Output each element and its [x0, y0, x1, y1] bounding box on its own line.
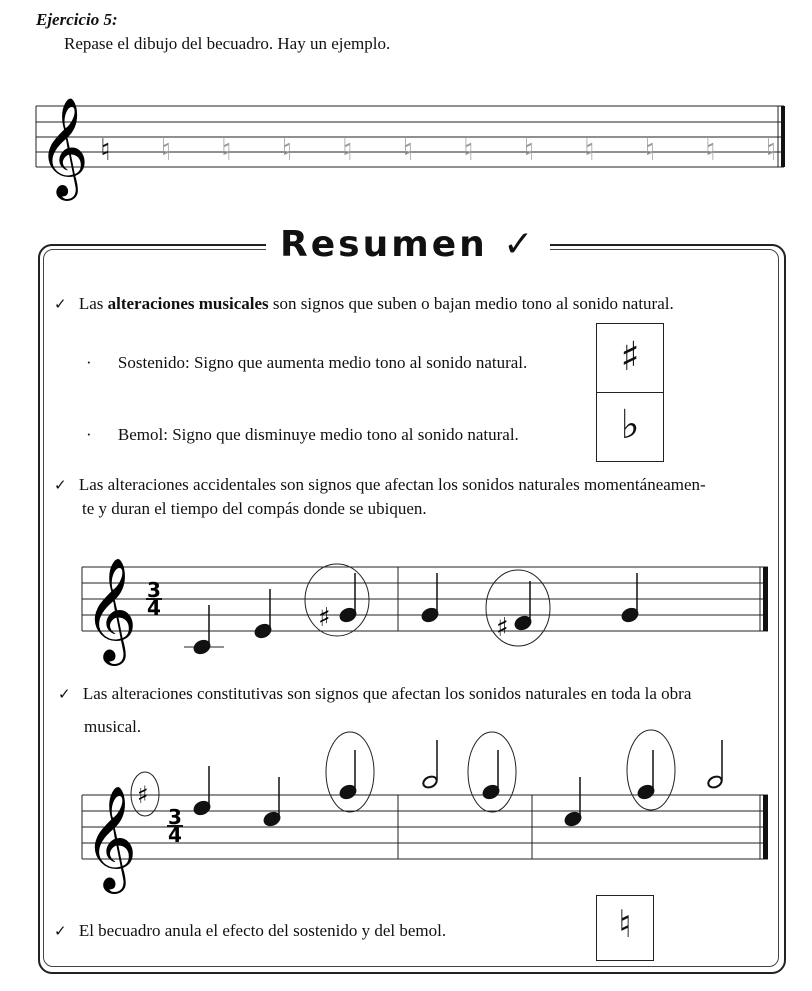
natural-trace-icon: ♮ [281, 133, 293, 168]
natural-trace-icon: ♮ [342, 133, 353, 168]
summary-item-1: ✓ Las alteraciones musicales son signos que suben o bajan medio tono al sonido natural. [54, 294, 674, 313]
natural-trace-icon: ♮ [160, 133, 172, 168]
highlight-circle [627, 730, 675, 810]
check-icon: ✓ [503, 224, 537, 265]
exercise-title: Ejercicio 5: [36, 10, 118, 29]
summary-item-2-cont: te y duran el tiempo del compás donde se ubiquen. [82, 499, 427, 518]
summary-item-3-cont: musical. [84, 717, 142, 736]
time-signature-bottom: 4 [147, 596, 161, 620]
natural-trace-icon: ♮ [221, 133, 232, 168]
treble-clef-icon: 𝄞 [38, 97, 89, 197]
check-icon: ✓ [58, 685, 71, 703]
highlight-circle [468, 732, 516, 812]
sub-item-sostenido: · Sostenido: Signo que aumenta medio tono al sonido natural. [86, 353, 528, 372]
check-icon: ✓ [54, 922, 67, 940]
highlight-circle [326, 732, 374, 812]
summary-item-4: ✓ El becuadro anula el efecto del sostenido y del bemol. [54, 921, 447, 940]
natural-trace-icon: ♮ [765, 133, 777, 168]
bullet: · [86, 353, 92, 372]
natural-example-icon: ♮ [100, 133, 111, 168]
natural-trace-icon: ♮ [402, 133, 414, 168]
natural-box [596, 895, 654, 961]
sub-item-bemol: · Bemol: Signo que disminuye medio tono al sonido natural. [86, 425, 519, 444]
summary-item-3: ✓ Las alteraciones constitutivas son signos que afectan los sonidos naturales en toda la obra [58, 684, 692, 703]
time-signature-top: 3 [168, 805, 182, 829]
natural-trace-icon: ♮ [584, 133, 595, 168]
natural-trace-icon: ♮ [463, 133, 474, 168]
natural-icon: ♮ [618, 902, 632, 946]
exercise-instruction: Repase el dibujo del becuadro. Hay un ejemplo. [64, 34, 391, 53]
sharp-icon: ♯ [318, 603, 331, 633]
treble-clef-icon: 𝄞 [84, 557, 138, 662]
bold-term: alteraciones musicales [107, 294, 269, 313]
natural-trace-icon: ♮ [705, 133, 716, 168]
time-signature-top: 3 [147, 578, 161, 602]
natural-trace-icon: ♮ [523, 133, 535, 168]
check-icon: ✓ [54, 295, 67, 313]
time-signature-bottom: 4 [168, 823, 182, 847]
sharp-icon: ♯ [496, 613, 509, 643]
summary-item-2: ✓ Las alteraciones accidentales son signos que afectan los sonidos naturales momentáneamen- [54, 475, 706, 494]
key-sharp-icon: ♯ [137, 781, 149, 809]
bullet: · [86, 425, 92, 444]
natural-trace-icon: ♮ [644, 133, 656, 168]
flat-icon: ♭ [620, 402, 640, 448]
summary-title: Resumen ✓ [266, 224, 550, 265]
treble-clef-icon: 𝄞 [84, 785, 138, 890]
check-icon: ✓ [54, 476, 67, 494]
sharp-icon: ♯ [620, 334, 640, 380]
